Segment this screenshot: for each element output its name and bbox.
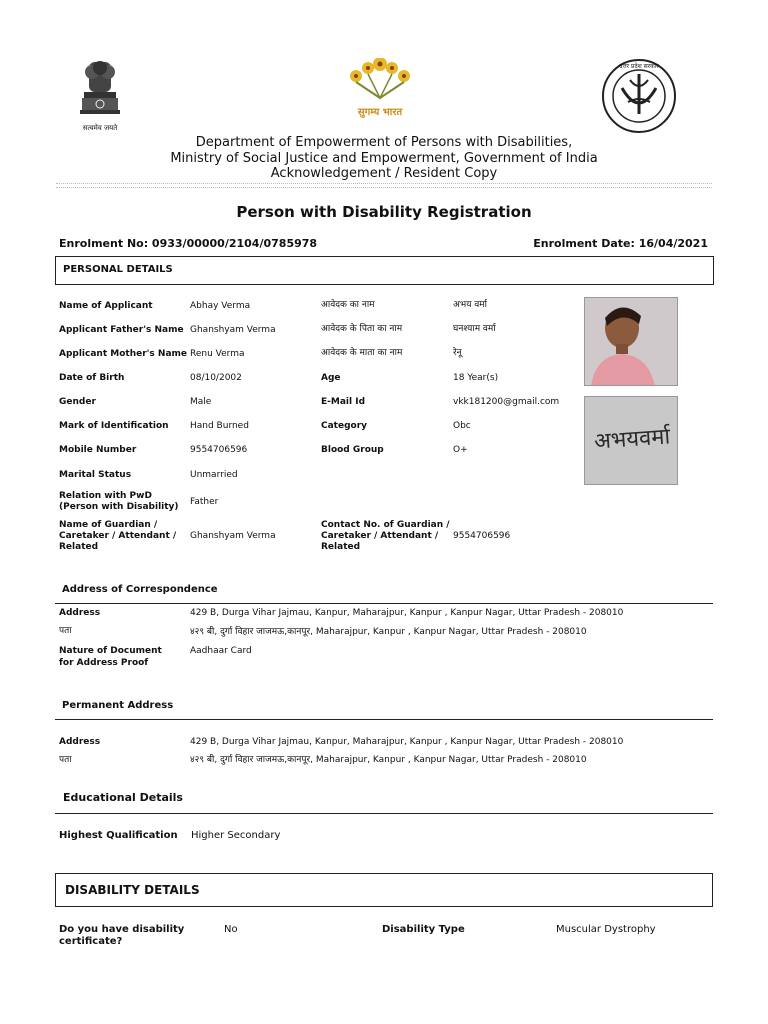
- disability-type-label: Disability Type: [382, 924, 465, 935]
- page-title: Person with Disability Registration: [236, 203, 532, 221]
- qualification-value: Higher Secondary: [191, 830, 281, 841]
- disability-details-heading: DISABILITY DETAILS: [65, 883, 200, 897]
- header-department: Department of Empowerment of Persons with Disabilities,: [195, 135, 573, 150]
- seal-text: उत्तर प्रदेश सरकार: [619, 63, 659, 70]
- education-rule: [55, 813, 713, 814]
- father-hi-label: आवेदक के पिता का नाम: [321, 324, 403, 334]
- applicant-signature: [584, 396, 678, 485]
- name-hi-label: आवेदक का नाम: [321, 300, 375, 310]
- national-emblem: [72, 58, 128, 134]
- flower-logo-icon: [344, 58, 416, 104]
- perm-address-hi-label: पता: [59, 755, 72, 765]
- marital-value: Unmarried: [190, 470, 238, 480]
- father-value: Ghanshyam Verma: [190, 325, 276, 335]
- email-value: vkk181200@gmail.com: [453, 397, 560, 407]
- blood-label: Blood Group: [321, 445, 384, 455]
- header-copy-type: Acknowledgement / Resident Copy: [270, 166, 498, 181]
- guardian-label-3: Related: [59, 542, 99, 552]
- name-hi-value: अभय वर्मा: [453, 300, 488, 310]
- name-label: Name of Applicant: [59, 301, 153, 311]
- mobile-label: Mobile Number: [59, 445, 137, 455]
- sugamya-bharat-text: सुगम्य भारत: [357, 107, 403, 118]
- doc-label-2: for Address Proof: [59, 658, 149, 668]
- gcontact-label-2: Caretaker / Attendant /: [321, 531, 439, 541]
- mark-value: Hand Burned: [190, 421, 249, 431]
- header-divider-2: [56, 187, 712, 188]
- disability-details-header: [55, 873, 713, 907]
- father-hi-value: घनश्याम वर्मा: [453, 324, 496, 334]
- relation-value: Father: [190, 497, 219, 507]
- mother-hi-label: आवेदक के माता का नाम: [321, 348, 403, 358]
- correspondence-rule: [55, 603, 713, 604]
- gender-value: Male: [190, 397, 212, 407]
- age-label: Age: [321, 373, 341, 383]
- gender-label: Gender: [59, 397, 96, 407]
- category-label: Category: [321, 421, 368, 431]
- enrolment-number: Enrolment No: 0933/00000/2104/0785978: [59, 237, 318, 250]
- corr-address-value: 429 B, Durga Vihar Jajmau, Kanpur, Maharajpur, Kanpur , Kanpur Nagar, Uttar Pradesh - 208010: [190, 608, 624, 618]
- gcontact-value: 9554706596: [453, 531, 511, 541]
- father-label: Applicant Father's Name: [59, 325, 184, 335]
- mobile-value: 9554706596: [190, 445, 248, 455]
- corr-address-hi-value: ४२९ बी, दुर्गा विहार जाजमऊ,कानपूर, Maharajpur, Kanpur , Kanpur Nagar, Uttar Pradesh - 208010: [190, 627, 587, 637]
- relation-label-1: Relation with PwD: [59, 491, 152, 501]
- permanent-heading: Permanent Address: [62, 700, 174, 711]
- permanent-rule: [55, 719, 713, 720]
- dob-value: 08/10/2002: [190, 373, 242, 383]
- guardian-value: Ghanshyam Verma: [190, 531, 276, 541]
- guardian-label-1: Name of Guardian /: [59, 520, 158, 530]
- doc-value: Aadhaar Card: [190, 646, 252, 656]
- corr-address-label: Address: [59, 608, 101, 618]
- certificate-label-1: Do you have disability: [59, 924, 185, 935]
- email-label: E-Mail Id: [321, 397, 366, 407]
- corr-address-hi-label: पता: [59, 626, 72, 636]
- age-value: 18 Year(s): [453, 373, 499, 383]
- perm-address-label: Address: [59, 737, 101, 747]
- certificate-label-2: certificate?: [59, 936, 123, 947]
- header-ministry: Ministry of Social Justice and Empowerment, Government of India: [170, 151, 598, 166]
- category-value: Obc: [453, 421, 471, 431]
- header-divider: [56, 183, 712, 184]
- guardian-label-2: Caretaker / Attendant /: [59, 531, 177, 541]
- personal-details-heading: PERSONAL DETAILS: [63, 264, 173, 275]
- mark-label: Mark of Identification: [59, 421, 169, 431]
- person-photo-icon: [585, 298, 678, 386]
- marital-label: Marital Status: [59, 470, 132, 480]
- enrolment-date: Enrolment Date: 16/04/2021: [533, 237, 708, 250]
- signature-text: अभयवर्मा: [593, 424, 671, 455]
- lion-capital-icon: [72, 58, 128, 120]
- doc-label-1: Nature of Document: [59, 646, 162, 656]
- mother-label: Applicant Mother's Name: [59, 349, 187, 359]
- gcontact-label-1: Contact No. of Guardian /: [321, 520, 450, 530]
- qualification-label: Highest Qualification: [59, 830, 178, 841]
- relation-label-2: (Person with Disability): [59, 502, 179, 512]
- blood-value: O+: [453, 445, 468, 455]
- emblem-caption: सत्यमेव जयते: [82, 124, 118, 132]
- mother-hi-value: रेनू: [453, 348, 462, 358]
- mother-value: Renu Verma: [190, 349, 245, 359]
- sugamya-bharat-logo: [344, 58, 416, 122]
- gcontact-label-3: Related: [321, 542, 361, 552]
- perm-address-hi-value: ४२९ बी, दुर्गा विहार जाजमऊ,कानपूर, Maharajpur, Kanpur , Kanpur Nagar, Uttar Pradesh - 208010: [190, 755, 587, 765]
- education-heading: Educational Details: [63, 791, 183, 804]
- disability-type-value: Muscular Dystrophy: [556, 924, 656, 935]
- up-government-seal: [600, 58, 678, 134]
- personal-details-header: [55, 256, 714, 285]
- perm-address-value: 429 B, Durga Vihar Jajmau, Kanpur, Maharajpur, Kanpur , Kanpur Nagar, Uttar Pradesh - 208010: [190, 737, 624, 747]
- applicant-photo: [584, 297, 678, 386]
- certificate-value: No: [224, 924, 238, 935]
- correspondence-heading: Address of Correspondence: [62, 584, 218, 595]
- name-value: Abhay Verma: [190, 301, 251, 311]
- dob-label: Date of Birth: [59, 373, 125, 383]
